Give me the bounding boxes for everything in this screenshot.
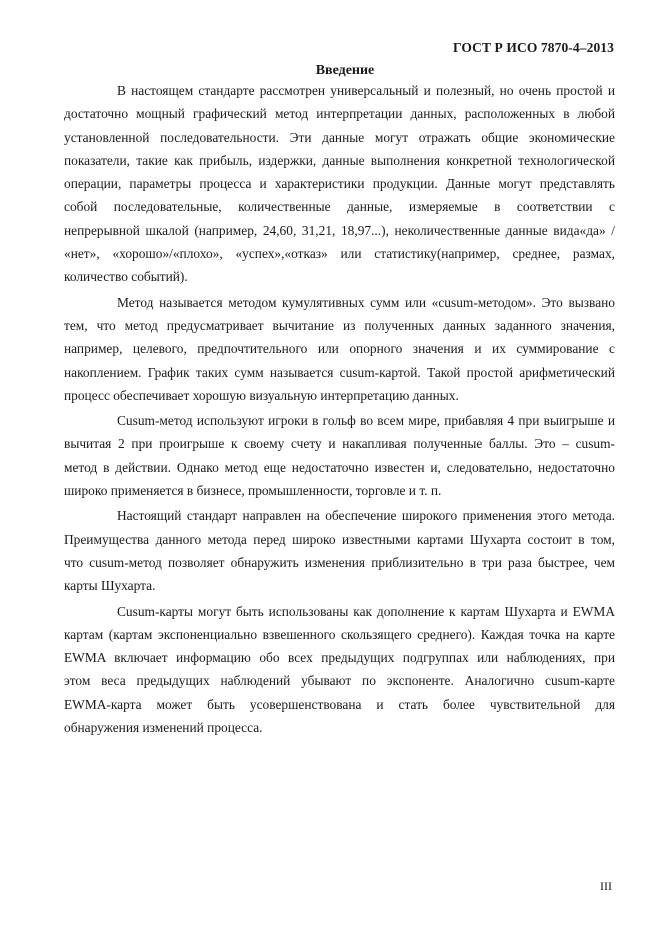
- text-line: Cusum-карты могут быть использованы как дополнение к картам Шухарта и EWMA: [117, 603, 615, 619]
- text-line: метод в действии. Однако метод еще недостаточно известен и, следовательно, недостаточно: [64, 459, 615, 475]
- text-line: установленной последовательности. Эти данные могут отражать общие экономические: [64, 129, 615, 145]
- text-line: Cusum-метод используют игроки в гольф во всем мире, прибавляя 4 при выигрыше и: [117, 413, 615, 429]
- paragraph-2: [64, 291, 615, 407]
- text-line: накоплением. График таких сумм называется cusum-картой. Такой простой арифметический: [64, 364, 615, 380]
- text-line: достаточно мощный графический метод интерпретации данных, расположенных в любой: [64, 106, 615, 122]
- text-line: тем, что метод предусматривает вычитание из полученных данных заданного значения,: [64, 317, 615, 333]
- text-line: собой последовательные, количественные данные, измеряемые в соответствии с: [64, 199, 615, 215]
- text-line: обнаружения изменений процесса.: [64, 720, 263, 736]
- text-line: показатели, такие как прибыль, издержки, данные выполнения конкретной технологической: [64, 152, 615, 168]
- body-text: [64, 79, 615, 739]
- document-code-header: ГОСТ Р ИСО 7870-4–2013: [453, 40, 614, 55]
- text-line: операции, параметры процесса и характеристики продукции. Данные могут представлять: [64, 176, 615, 192]
- paragraph-3: [64, 409, 615, 502]
- text-line: что cusum-метод позволяет обнаружить изменения приблизительно в три раза быстрее, чем: [64, 554, 615, 570]
- text-line: EWMA-карта может быть усовершенствована и стать более чувствительной для: [64, 696, 615, 712]
- section-title: Введение: [315, 63, 375, 78]
- page-number: III: [600, 879, 612, 893]
- paragraph-5: [64, 600, 615, 740]
- text-line: например, целевого, предпочтительного или опорного значения и их суммирование с: [64, 341, 615, 357]
- text-line: этом веса предыдущих наблюдений убывают по экспоненте. Аналогично cusum-карте: [64, 673, 615, 689]
- paragraph-4: [64, 504, 615, 597]
- text-line: процесс обеспечивает хорошую визуальную интерпретацию данных.: [64, 387, 459, 403]
- text-line: количество событий).: [64, 269, 188, 285]
- text-line: непрерывной шкалой (например, 24,60, 31,21, 18,97...), неколичественные данные вида«да» /: [64, 222, 615, 238]
- text-line: карты Шухарта.: [64, 578, 156, 594]
- text-line: вычитая 2 при проигрыше к своему счету и накапливая полученные баллы. Это – cusum-: [64, 436, 615, 452]
- text-line: Метод называется методом кумулятивных сумм или «cusum-методом». Это вызвано: [117, 294, 615, 310]
- text-line: Преимущества данного метода перед широко известными картами Шухарта состоит в том,: [64, 531, 615, 547]
- text-line: EWMA включает информацию обо всех предыдущих подгруппах или наблюдениях, при: [64, 650, 615, 666]
- text-line: «нет», «хорошо»/«плохо», «успех»,«отказ» или статистику(например, среднее, размах,: [64, 246, 615, 262]
- paragraph-1: [64, 79, 615, 289]
- text-line: картам (картам экспоненциально взвешенного скользящего среднего). Каждая точка на карте: [64, 626, 615, 642]
- text-line: Настоящий стандарт направлен на обеспечение широкого применения этого метода.: [117, 508, 615, 524]
- text-line: В настоящем стандарте рассмотрен универсальный и полезный, но очень простой и: [117, 83, 615, 98]
- text-line: широко применяется в бизнесе, промышленности, торговле и т. п.: [64, 483, 442, 499]
